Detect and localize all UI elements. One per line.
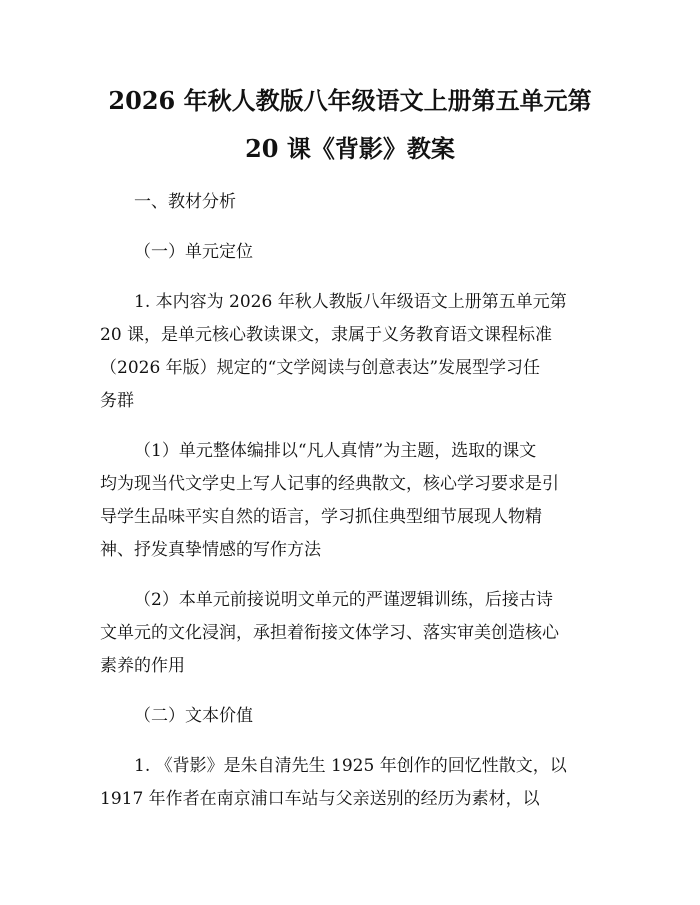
paragraph-line: 1. 本内容为 2026 年秋人教版八年级语文上册第五单元第 xyxy=(134,292,567,312)
paragraph-line: （1）单元整体编排以“凡人真情”为主题，选取的课文 xyxy=(134,441,537,461)
paragraph-line: 20 课，是单元核心教读课文，隶属于义务教育语文课程标准 xyxy=(100,325,553,345)
paragraph-line: 神、抒发真挚情感的写作方法 xyxy=(100,540,321,560)
paragraph-line: （2026 年版）规定的“文学阅读与创意表达”发展型学习任 xyxy=(100,358,541,378)
paragraph-line: 文单元的文化浸润，承担着衔接文体学习、落实审美创造核心 xyxy=(100,623,559,643)
paragraph-line: 1917 年作者在南京浦口车站与父亲送别的经历为素材，以 xyxy=(100,789,540,809)
paragraph-line: 素养的作用 xyxy=(100,656,185,676)
paragraph-line: 1. 《背影》是朱自清先生 1925 年创作的回忆性散文，以 xyxy=(134,756,567,776)
paragraph-line: 导学生品味平实自然的语言，学习抓住典型细节展现人物精 xyxy=(100,507,542,527)
subsection-heading: （一）单元定位 xyxy=(134,242,253,262)
document-title-line-2: 20 课《背影》教案 xyxy=(245,134,455,163)
section-heading: 一、教材分析 xyxy=(134,192,236,212)
subsection-heading: （二）文本价值 xyxy=(134,706,253,726)
document-title-line-1: 2026 年秋人教版八年级语文上册第五单元第 xyxy=(108,86,592,115)
paragraph-line: 务群 xyxy=(100,391,134,411)
paragraph-line: （2）本单元前接说明文单元的严谨逻辑训练，后接古诗 xyxy=(134,590,553,610)
paragraph-line: 均为现当代文学史上写人记事的经典散文，核心学习要求是引 xyxy=(100,474,559,494)
